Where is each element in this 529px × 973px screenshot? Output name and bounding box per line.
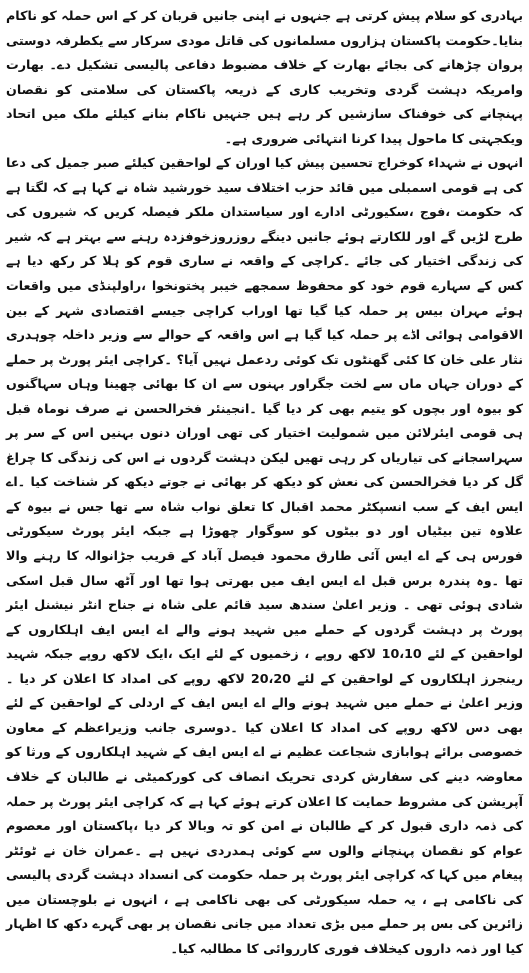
article-paragraph-2: انہوں نے شہداء کوخراج تحسین پیش کیا اوران کے لواحقین کیلئے صبر جمیل کی دعا کی ہے قومی اسمبلی میں قائد حزب اختلاف سید خورشید شاہ نے کہا ہے کہ لگتا ہے کہ حکومت ،فوج ،سکیورٹی ادارے اور سیاستدان ملکر فیصلہ کریں کہ شیروں کی طرح لڑیں گے اور للکارتے ہوئے جانیں دینگے روزروزخوفزدہ رہنے سے بہتر ہے کہ شیر کی زندگی اختیار کی جائے ۔کراچی کے واقعہ نے ساری قوم کو ہلا کر رکھ دیا ہے کس کے سہارے قوم خود کو محفوظ سمجھے خیبر پختونخوا ،راولپنڈی میں واقعات ہوئے مہران بیس پر حملہ کیا گیا تھا اوراب کراچی جیسے اقتصادی شہر کے بین الاقوامی ہوائی اڈے پر حملہ کیا گیا ہے اس واقعہ کے حوالے سے وزیر داخلہ چوہدری نثار علی خان کا کئی گھنٹوں تک کوئی ردعمل نہیں آیا؟ ۔کراچی ایئر پورٹ پر حملے کے دوران جہاں ماں سے لخت جگراور بہنوں سے ان کا بھائی چھینا وہاں سہاگنوں کو بیوہ اور بچوں کو یتیم بھی کر دیا گیا ۔انجینئر فخرالحسن نے صرف نوماہ قبل ہی قومی ایئرلائن میں شمولیت اختیار کی تھی اوران دنوں بہنیں اس کے سر پر سہراسجانے کی تیاریاں کر رہی تھیں لیکن دہشت گردوں نے اس کی زندگی کا چراغ گل کر دیا فخرالحسن کی نعش کو دیکھ کر بھائی نے جوتے دیکھ کر شناخت کیا ۔اے ایس ایف کے سب انسپکٹر محمد اقبال کا تعلق نواب شاہ سے تھا جس نے بیوہ کے علاوہ تین بیٹیاں اور دو بیٹوں کو سوگوار چھوڑا ہے جبکہ ایئر پورٹ سیکورٹی فورس ہی کے اے ایس آئی طارق محمود فیصل آباد کے قریب جڑانوالہ کا رہنے والا تھا ۔وہ پندرہ برس قبل اے ایس ایف میں بھرتی ہوا تھا اور آٹھ سال قبل اسکی شادی ہوئی تھی ۔ وزیر اعلیٰ سندھ سید قائم علی شاہ نے جناح انٹر نیشنل ایئر پورٹ پر دہشت گردوں کے حملے میں شہید ہونے والے اے ایس ایف اہلکاروں کے لواحقین کے لئے 10،10 لاکھ روپے ، زخمیوں کے لئے ایک ،ایک لاکھ روپے جبکہ شہید رینجرز اہلکاروں کے لواحقین کے لئے 20،20 لاکھ روپے کی امداد کا اعلان کر دیا ۔وزیر اعلیٰ نے حملے میں شہید ہونے والے اے ایس ایف کے اردلی کے لواحقین کے لئے بھی دس لاکھ روپے کی امداد کا اعلان کیا ۔دوسری جانب وزیراعظم کے معاون خصوصی برائے ہوابازی شجاعت عظیم نے اے ایس ایف کے شہید اہلکاروں کے ورثا کو معاوضہ دینے کی سفارش کردی تحریک انصاف کی کورکمیٹی نے طالبان کے خلاف آپریشن کی مشروط حمایت کا اعلان کرتے ہوئے کہا ہے کہ کراچی ایئر پورٹ پر حملہ کی ذمہ داری قبول کر کے طالبان نے امن کو تہ وبالا کر دیا ،پاکستان اور معصوم عوام کو نقصان پہنچانے والوں سے کوئی ہمدردی نہیں ہے ۔عمران خان نے ٹوئٹر پیغام میں کہا کہ کراچی ایئر پورٹ پر حملہ حکومت کی انسداد دہشت گردی پالیسی کی ناکامی ہے ، یہ حملہ سیکورٹی کی بھی ناکامی ہے ، انہوں نے بلوچستان میں زائرین کی بس پر حملے میں بڑی تعداد میں جانی نقصان پر بھی گہرے دکھ کا اظہار کیا اور ذمہ داروں کیخلاف فوری کارروائی کا مطالبہ کیا۔	[6, 155, 524, 956]
article-paragraph-1: بہادری کو سلام پیش کرتی ہے جنہوں نے اپنی جانیں قربان کر کے اس حملہ کو ناکام بنایا۔حکومت پاکستان ہزاروں مسلمانوں کی قاتل مودی سرکار سے یکطرفہ دوستی پروان چڑھانے کی بجائے بھارت کے خلاف مضبوط دفاعی پالیسی تشکیل دے۔ بھارت وامریکہ دہشت گردی وتخریب کاری کے ذریعہ پاکستان کی سلامتی کو نقصان پہنچانے کی خوفناک سازشیں کر رہے ہیں جنہیں ناکام بنانے کیلئے ملک میں اتحاد ویکجہتی کا ماحول پیدا کرنا انتہائی ضروری ہے۔	[6, 8, 523, 146]
article-body	[6, 4, 523, 961]
